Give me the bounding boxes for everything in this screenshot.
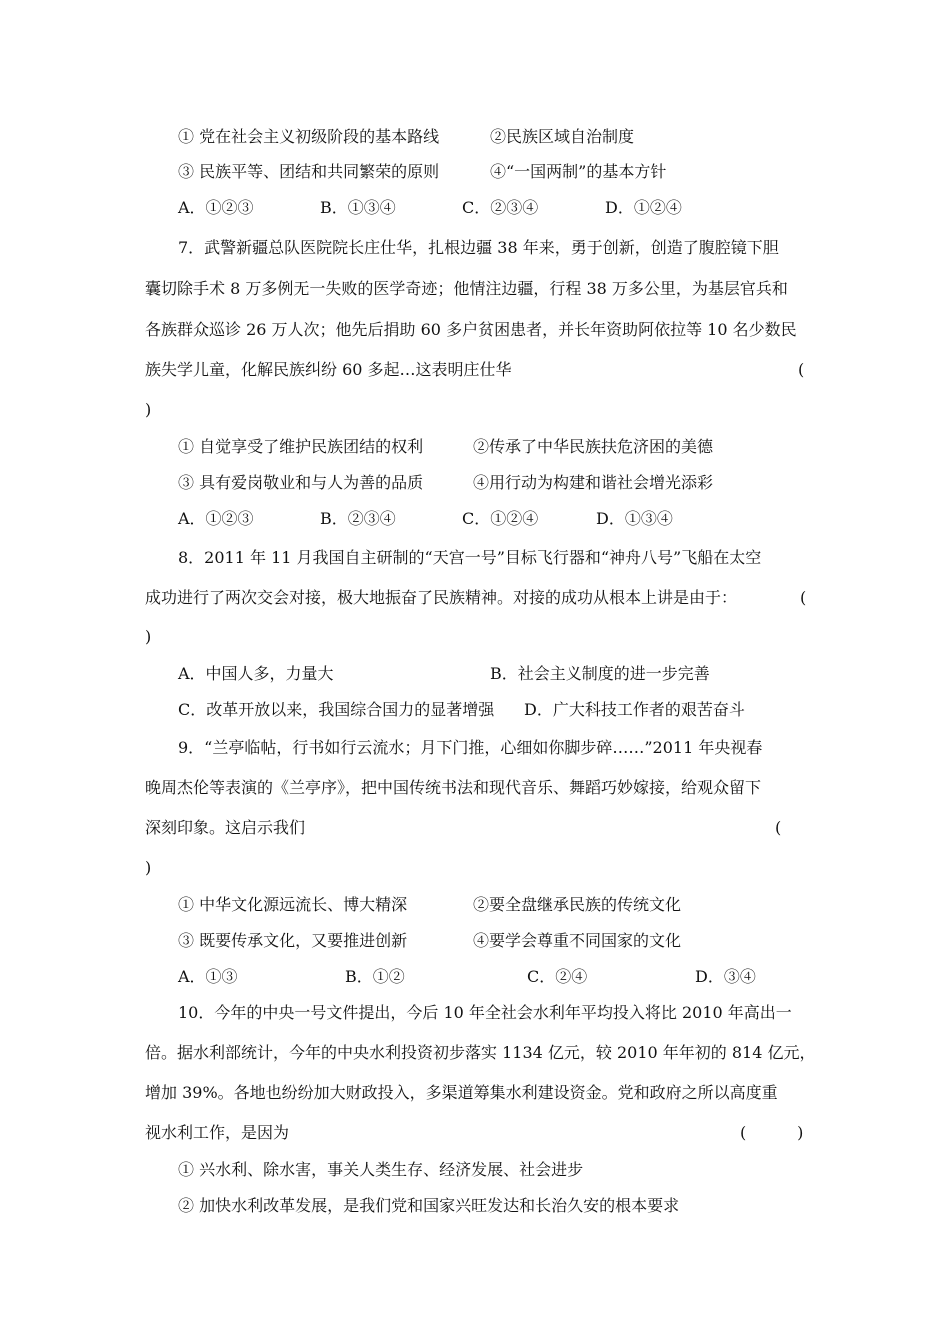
q9-item-2: ②要全盘继承民族的传统文化	[473, 895, 682, 914]
q7-option-b: B．②③④	[320, 509, 396, 528]
q7-stem-line-2: 囊切除手术 8 万多例无一失败的医学奇迹；他情注边疆，行程 38 万多公里，为基层官兵和	[145, 279, 788, 298]
q6-option-d: D．①②④	[605, 198, 682, 217]
q7-item-4: ④用行动为构建和谐社会增光添彩	[473, 473, 714, 492]
q7-answer-paren-open: (	[798, 360, 805, 379]
q10-item-2: ② 加快水利改革发展，是我们党和国家兴旺发达和长治久安的根本要求	[178, 1196, 680, 1215]
q10-stem-line-3: 增加 39%。各地也纷纷加大财政投入，多渠道筹集水利建设资金。党和政府之所以高度重	[145, 1083, 778, 1102]
q6-item-2: ②民族区域自治制度	[490, 127, 635, 146]
q9-option-d: D．③④	[695, 967, 756, 986]
q9-option-c: C．②④	[527, 967, 588, 986]
q9-answer-paren-close: )	[145, 858, 152, 877]
q7-option-d: D．①③④	[596, 509, 673, 528]
q9-option-b: B．①②	[345, 967, 405, 986]
q6-item-1: ① 党在社会主义初级阶段的基本路线	[178, 127, 440, 146]
q6-option-b: B．①③④	[320, 198, 396, 217]
q10-stem-line-1: 10．今年的中央一号文件提出，今后 10 年全社会水利年平均投入将比 2010 年高出一	[178, 1003, 792, 1022]
q7-answer-paren-close: )	[145, 400, 152, 419]
q10-stem-line-4: 视水利工作，是因为	[145, 1123, 290, 1142]
q8-answer-paren-open: (	[800, 588, 807, 607]
q8-option-a: A．中国人多，力量大	[178, 664, 334, 683]
q9-item-1: ① 中华文化源远流长、博大精深	[178, 895, 408, 914]
q9-stem-line-1: 9．“兰亭临帖，行书如行云流水；月下门推，心细如你脚步碎……”2011 年央视春	[178, 738, 763, 757]
q7-item-3: ③ 具有爱岗敬业和与人为善的品质	[178, 473, 424, 492]
q8-option-b: B．社会主义制度的进一步完善	[490, 664, 710, 683]
q7-item-2: ②传承了中华民族扶危济困的美德	[473, 437, 714, 456]
q6-item-3: ③ 民族平等、团结和共同繁荣的原则	[178, 162, 440, 181]
q7-option-a: A．①②③	[178, 509, 254, 528]
q9-item-3: ③ 既要传承文化，又要推进创新	[178, 931, 408, 950]
q10-item-1: ① 兴水利、除水害，事关人类生存、经济发展、社会进步	[178, 1160, 584, 1179]
q10-answer-paren: ( )	[740, 1123, 804, 1142]
q9-option-a: A．①③	[178, 967, 238, 986]
q10-stem-line-2: 倍。据水利部统计，今年的中央水利投资初步落实 1134 亿元，较 2010 年年初的 814 亿元，	[145, 1043, 816, 1062]
q7-stem-line-3: 各族群众巡诊 26 万人次；他先后捐助 60 多户贫困患者，并长年资助阿依拉等 10 名少数民	[145, 320, 797, 339]
q8-answer-paren-close: )	[145, 627, 152, 646]
q8-stem-line-2: 成功进行了两次交会对接，极大地振奋了民族精神。对接的成功从根本上讲是由于：	[145, 588, 738, 607]
q9-answer-paren-open: (	[775, 818, 782, 837]
q6-option-c: C．②③④	[462, 198, 539, 217]
q7-option-c: C．①②④	[462, 509, 539, 528]
q7-stem-line-4: 族失学儿童，化解民族纠纷 60 多起…这表明庄仕华	[145, 360, 512, 379]
q9-item-4: ④要学会尊重不同国家的文化	[473, 931, 682, 950]
q8-stem-line-1: 8．2011 年 11 月我国自主研制的“天宫一号”目标飞行器和“神舟八号”飞船在太空	[178, 548, 762, 567]
q6-option-a: A．①②③	[178, 198, 254, 217]
q7-stem-line-1: 7．武警新疆总队医院院长庄仕华，扎根边疆 38 年来，勇于创新，创造了腹腔镜下胆	[178, 238, 779, 257]
q8-option-d: D．广大科技工作者的艰苦奋斗	[524, 700, 745, 719]
q6-item-4: ④“一国两制”的基本方针	[490, 162, 667, 181]
q9-stem-line-3: 深刻印象。这启示我们	[145, 818, 306, 837]
q8-option-c: C．改革开放以来，我国综合国力的显著增强	[178, 700, 495, 719]
q7-item-1: ① 自觉享受了维护民族团结的权利	[178, 437, 424, 456]
q9-stem-line-2: 晚周杰伦等表演的《兰亭序》，把中国传统书法和现代音乐、舞蹈巧妙嫁接，给观众留下	[145, 778, 762, 797]
